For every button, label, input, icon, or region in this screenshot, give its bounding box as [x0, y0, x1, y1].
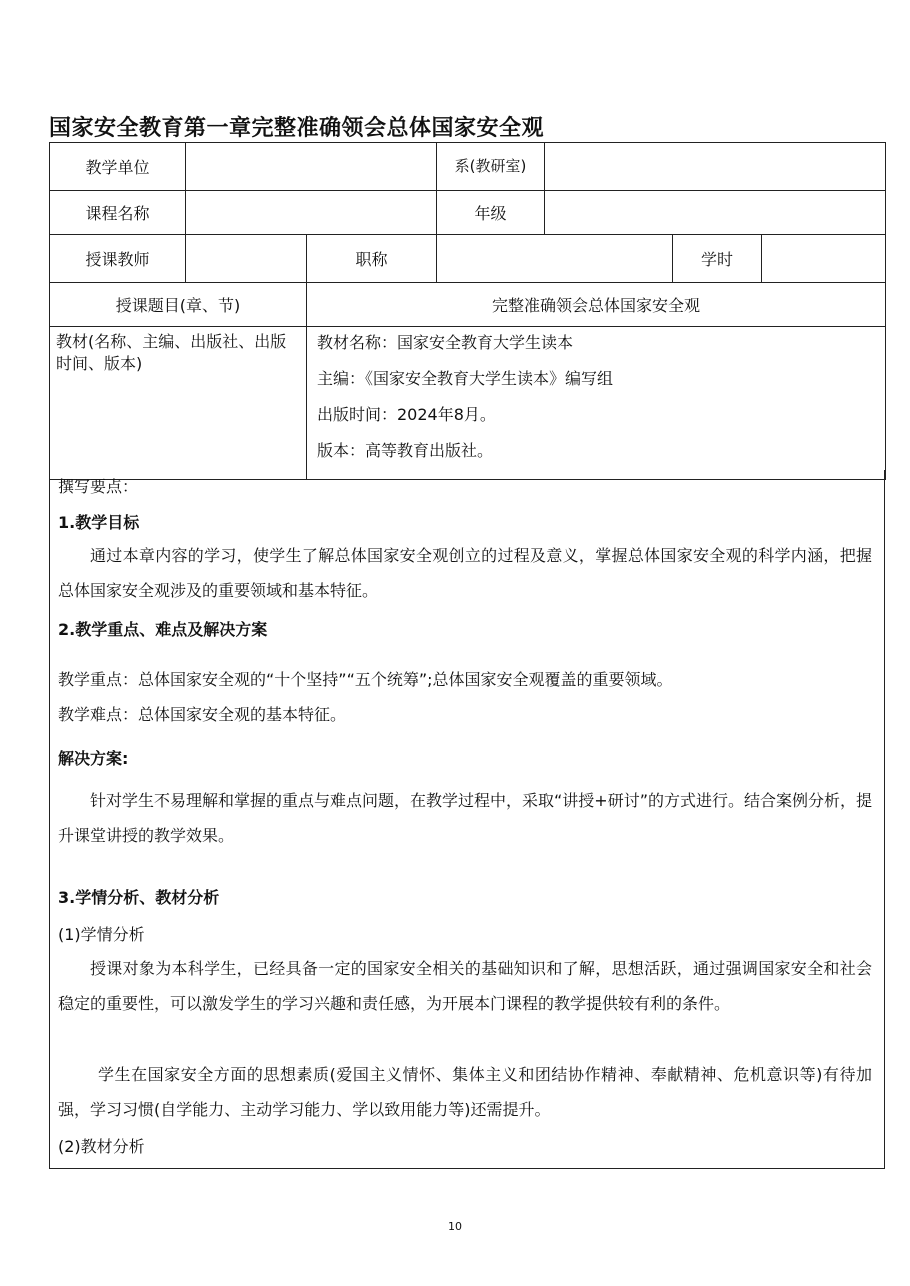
section3-heading: 3.学情分析、教材分析 [58, 888, 220, 907]
subsection1-body2: 学生在国家安全方面的思想素质(爱国主义情怀、集体主义和团结协作精神、奉献精神、危机意识等)有待加强，学习习惯(自学能力、主动学习能力、学以致用能力等)还需提升。 [58, 1065, 872, 1119]
textbook-edition: 版本：高等教育出版社。 [317, 441, 494, 460]
section1-heading: 1.教学目标 [58, 513, 140, 532]
course-value [186, 191, 437, 235]
dept-label-text: 系(教研室) [454, 157, 527, 175]
teacher-value [186, 235, 307, 283]
subsection2-heading: (2)教材分析 [58, 1137, 145, 1156]
hours-label: 学时 [673, 235, 762, 283]
subsection1-heading: (1)学情分析 [58, 925, 145, 944]
topic-label: 授课题目(章、节) [50, 283, 307, 327]
textbook-name: 教材名称：国家安全教育大学生读本 [317, 333, 574, 352]
solution-heading: 解决方案: [58, 749, 129, 768]
textbook-label: 教材(名称、主编、出版社、出版时间、版本) [50, 327, 307, 480]
textbook-editor: 主编：《国家安全教育大学生读本》编写组 [317, 369, 614, 388]
course-label: 课程名称 [50, 191, 186, 235]
page-number: 10 [448, 1220, 462, 1233]
textbook-details [307, 327, 886, 480]
grade-label: 年级 [437, 191, 545, 235]
solution-body: 针对学生不易理解和掌握的重点与难点问题，在教学过程中，采取“讲授+研讨”的方式进行。结合案例分析，提升课堂讲授的教学效果。 [58, 791, 872, 845]
dept-label [437, 143, 545, 191]
key-points: 教学重点：总体国家安全观的“十个坚持”“五个统筹”;总体国家安全观覆盖的重要领域。 [58, 670, 673, 689]
rank-label: 职称 [307, 235, 437, 283]
subsection1-body1: 授课对象为本科学生，已经具备一定的国家安全相关的基础知识和了解，思想活跃，通过强调国家安全和社会稳定的重要性，可以激发学生的学习兴趣和责任感，为开展本门课程的教学提供较有利的条件。 [58, 959, 872, 1013]
difficult-points: 教学难点：总体国家安全观的基本特征。 [58, 705, 347, 724]
rank-value [437, 235, 673, 283]
unit-label: 教学单位 [50, 143, 186, 191]
writing-points-section [49, 470, 885, 1169]
topic-value: 完整准确领会总体国家安全观 [307, 283, 886, 327]
section2-heading: 2.教学重点、难点及解决方案 [58, 620, 268, 639]
teacher-label: 授课教师 [50, 235, 186, 283]
unit-value [186, 143, 437, 191]
document-title: 国家安全教育第一章完整准确领会总体国家安全观 [49, 116, 545, 141]
grade-value [545, 191, 886, 235]
intro-text: 撰写要点： [58, 477, 139, 496]
hours-value [762, 235, 886, 283]
section1-body: 通过本章内容的学习，使学生了解总体国家安全观创立的过程及意义，掌握总体国家安全观的科学内涵，把握总体国家安全观涉及的重要领域和基本特征。 [58, 546, 872, 600]
dept-value [545, 143, 886, 191]
textbook-date: 出版时间：2024年8月。 [317, 405, 496, 424]
course-info-table [49, 142, 886, 480]
